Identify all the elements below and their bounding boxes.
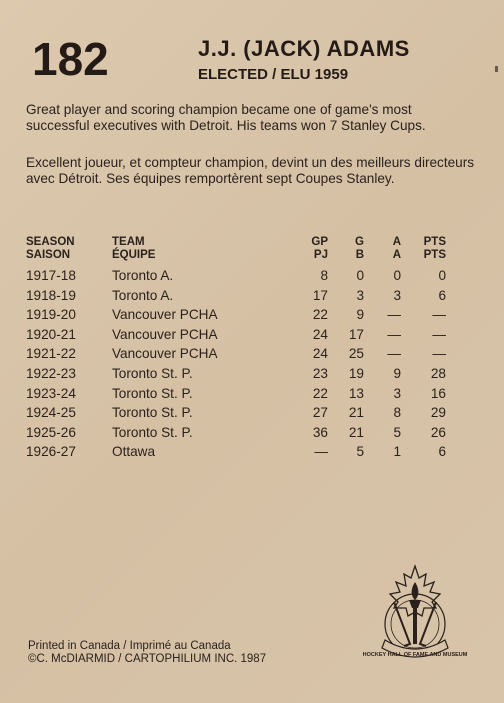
cell-g: 3 <box>356 287 364 303</box>
cell-pts: 6 <box>438 444 446 460</box>
cell-team: Ottawa <box>112 444 156 460</box>
print-notice: Printed in Canada / Imprimé au Canada <box>28 640 231 652</box>
copyright: ©C. McDIARMID / CARTOPHILIUM INC. 1987 <box>28 653 267 665</box>
cell-team: Toronto A. <box>112 268 174 283</box>
cell-a: 3 <box>393 385 401 401</box>
cell-gp: 22 <box>312 385 328 401</box>
cell-season: 1924-25 <box>26 405 76 421</box>
player-name: J.J. (JACK) ADAMS <box>198 36 410 61</box>
cell-season: 1922-23 <box>26 365 76 381</box>
header-pts: PTS PTS <box>423 236 446 261</box>
cell-gp: — <box>314 444 328 460</box>
cell-team: Toronto A. <box>112 287 174 303</box>
cell-g: 19 <box>348 365 364 381</box>
table-row <box>26 344 446 364</box>
hockey-hall-of-fame-torch-logo-icon <box>362 562 468 672</box>
cell-team: Vancouver PCHA <box>112 346 218 362</box>
cell-a: — <box>387 346 401 362</box>
table-row <box>26 266 446 286</box>
cell-team: Vancouver PCHA <box>112 326 218 342</box>
cell-a: 5 <box>393 424 401 440</box>
cell-g: 17 <box>348 326 364 342</box>
cell-gp: 17 <box>312 287 328 303</box>
card-number: 182 <box>32 33 109 85</box>
cell-season: 1919-20 <box>26 307 76 323</box>
stats-header <box>26 236 446 266</box>
header-team: TEAM ÉQUIPE <box>112 236 156 261</box>
cell-season: 1921-22 <box>26 346 76 362</box>
table-row <box>26 403 446 423</box>
cell-gp: 22 <box>312 307 328 323</box>
cell-gp: 23 <box>312 365 328 381</box>
cell-pts: — <box>432 326 446 342</box>
cell-gp: 24 <box>312 326 328 342</box>
cell-g: 5 <box>356 444 364 460</box>
header-g: G B <box>355 236 364 261</box>
edge-mark <box>495 66 498 72</box>
cell-season: 1918-19 <box>26 287 76 303</box>
cell-gp: 36 <box>312 424 328 440</box>
stats-body <box>26 266 446 462</box>
cell-team: Toronto St. P. <box>112 385 193 401</box>
table-row <box>26 364 446 384</box>
cell-g: 21 <box>348 405 364 421</box>
cell-gp: 27 <box>312 405 328 421</box>
cell-team: Toronto St. P. <box>112 424 193 440</box>
cell-g: 25 <box>348 346 364 362</box>
cell-a: 3 <box>393 287 401 303</box>
header-gp: GP PJ <box>311 236 328 261</box>
table-row <box>26 442 446 462</box>
cell-g: 9 <box>356 307 364 323</box>
cell-season: 1926-27 <box>26 444 76 460</box>
cell-a: — <box>387 326 401 342</box>
cell-season: 1917-18 <box>26 268 76 283</box>
bio-english: Great player and scoring champion became one of game's most successful executives with Detroit. His teams won 7 Stanley Cups. <box>26 102 426 133</box>
cell-pts: — <box>432 307 446 323</box>
cell-pts: — <box>432 346 446 362</box>
cell-pts: 29 <box>430 405 446 421</box>
cell-a: 1 <box>393 444 401 460</box>
table-row <box>26 384 446 404</box>
elected-year: ELECTED / ELU 1959 <box>198 66 349 83</box>
cell-pts: 0 <box>438 268 446 283</box>
cell-pts: 6 <box>438 287 446 303</box>
cell-a: 8 <box>393 405 401 421</box>
table-row <box>26 325 446 345</box>
cell-team: Toronto St. P. <box>112 405 193 421</box>
cell-g: 21 <box>348 424 364 440</box>
table-row <box>26 423 446 443</box>
cell-season: 1923-24 <box>26 385 76 401</box>
cell-gp: 8 <box>320 268 328 283</box>
cell-a: 9 <box>393 365 401 381</box>
cell-a: 0 <box>393 268 401 283</box>
cell-a: — <box>387 307 401 323</box>
stats-table <box>26 236 446 462</box>
table-row <box>26 305 446 325</box>
header-a: A A <box>392 236 401 261</box>
cell-gp: 24 <box>312 346 328 362</box>
cell-g: 13 <box>348 385 364 401</box>
cell-team: Toronto St. P. <box>112 365 193 381</box>
cell-season: 1920-21 <box>26 326 76 342</box>
cell-season: 1925-26 <box>26 424 76 440</box>
logo-ribbon-text: HOCKEY HALL OF FAME AND MUSEUM <box>362 652 468 658</box>
header-season: SEASON SAISON <box>26 236 75 261</box>
cell-pts: 28 <box>430 365 446 381</box>
cell-pts: 26 <box>430 424 446 440</box>
bio-french: Excellent joueur, et compteur champion, devint un des meilleurs directeurs avec Détroit. Ses équipes remportèrent sept Coupes Stanley. <box>26 155 475 186</box>
cell-g: 0 <box>356 268 364 283</box>
table-row <box>26 286 446 306</box>
cell-pts: 16 <box>430 385 446 401</box>
cell-team: Vancouver PCHA <box>112 307 218 323</box>
footer <box>28 640 266 666</box>
